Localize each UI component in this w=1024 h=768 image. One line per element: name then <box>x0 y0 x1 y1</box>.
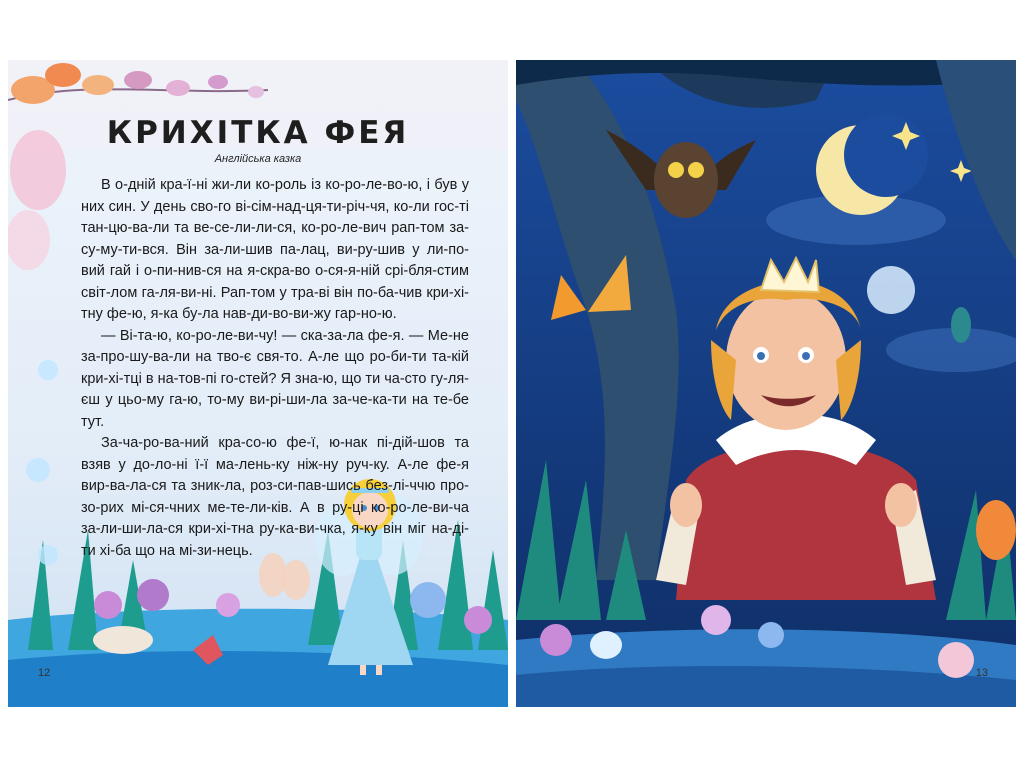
story-text <box>81 175 469 562</box>
page-number-right: 13 <box>975 667 988 679</box>
page-number-left: 12 <box>38 667 51 679</box>
right-page <box>516 60 1016 707</box>
story-title: КРИХІТКА ФЕЯ <box>106 115 410 151</box>
story-paragraph: В о-дній кра-ї-ні жи-ли ко-роль із ко-ро-ле-во-ю, і був у них син. У день сво-го ві-сім-над-ця-ти-річ-чя, ко-ли гос-ті тан-цю-ва-ли та ве-се-ли-ли-ся, ко-ро-ле-вич рап-том за-су-му-ти-вся. Він за-ли-шив па-лац, ви-ру-шив у ли-по-вий гай і о-пи-нив-ся на я-скра-во о-ся-я-ній срі-бля-стим світ-лом га-ля-ви-ні. Рап-том у тра-ві він по-ба-чив кри-хі-тну фе-ю, я-ка бу-ла нав-ди-во-ви-жу гар-но-ю. <box>81 177 469 322</box>
left-page <box>8 60 508 707</box>
story-subtitle: Англійська казка <box>214 153 302 165</box>
right-page-illustration <box>516 60 1016 707</box>
story-paragraph: За-ча-ро-ва-ний кра-со-ю фе-ї, ю-нак пі-дій-шов та взяв у до-ло-ні ї-ї ма-лень-ку ніж-ну руч-ку. А-ле фе-я вир-ва-ла-ся та зник-ла, роз-си-пав-шись без-лі-ччю про-зо-рих мі-ся-чних ме-те-ли-ків. А в ру-ці ко-ро-ле-ви-ча за-ли-ши-ла-ся кри-хі-тна ру-ка-ви-чка, я-ку він міг на-ді-ти хі-ба що на мі-зи-нець. <box>81 435 469 559</box>
story-paragraph: — Ві-та-ю, ко-ро-ле-ви-чу! — ска-за-ла фе-я. — Ме-не за-про-шу-ва-ли на тво-є свя-то. А-ле що ро-би-ти та-кій кри-хі-тці в на-тов-пі го-стей? Я зна-ю, що ти ча-сто гу-ля-єш у цьо-му га-ю, то-му ви-рі-ши-ла за-че-ка-ти на те-бе тут. <box>81 327 469 430</box>
